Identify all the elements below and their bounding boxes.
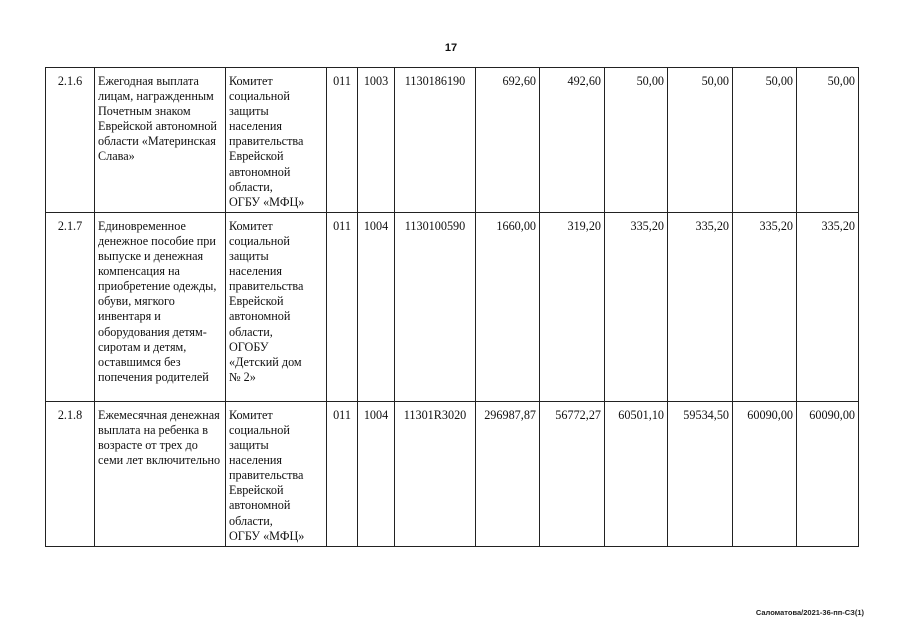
- budget-table: [45, 67, 859, 547]
- year-5-amount-cell: 60090,00: [797, 401, 859, 546]
- executor-cell: Комитет социальной защиты населения правительства Еврейской автономной области, ОГБУ «МФЦ»: [226, 68, 327, 213]
- row-number-cell: 2.1.6: [46, 68, 95, 213]
- year-2-amount-cell: 335,20: [605, 212, 668, 401]
- row-number-cell: 2.1.7: [46, 212, 95, 401]
- grbs-code-cell: 011: [327, 68, 358, 213]
- grbs-code-cell: 011: [327, 212, 358, 401]
- total-amount-cell: 692,60: [476, 68, 540, 213]
- year-3-amount-cell: 50,00: [668, 68, 733, 213]
- section-code-cell: 1003: [358, 68, 395, 213]
- year-3-amount-cell: 59534,50: [668, 401, 733, 546]
- total-amount-cell: 296987,87: [476, 401, 540, 546]
- measure-name-cell: Ежемесячная денежная выплата на ребенка в возрасте от трех до семи лет включительно: [95, 401, 226, 546]
- year-4-amount-cell: 60090,00: [733, 401, 797, 546]
- year-5-amount-cell: 50,00: [797, 68, 859, 213]
- section-code-cell: 1004: [358, 401, 395, 546]
- year-1-amount-cell: 319,20: [540, 212, 605, 401]
- row-number-cell: 2.1.8: [46, 401, 95, 546]
- target-article-code-cell: 1130100590: [395, 212, 476, 401]
- total-amount-cell: 1660,00: [476, 212, 540, 401]
- year-2-amount-cell: 60501,10: [605, 401, 668, 546]
- measure-name-cell: Единовременное денежное пособие при выпуске и денежная компенсация на приобретение одежды, обуви, мягкого инвентаря и оборудования детям-сиротам и детям, оставшимся без попечения родителей: [95, 212, 226, 401]
- table-row: [46, 68, 859, 213]
- year-1-amount-cell: 56772,27: [540, 401, 605, 546]
- table-row: [46, 212, 859, 401]
- executor-cell: Комитет социальной защиты населения правительства Еврейской автономной области, ОГОБУ «Детский дом № 2»: [226, 212, 327, 401]
- year-3-amount-cell: 335,20: [668, 212, 733, 401]
- target-article-code-cell: 1130186190: [395, 68, 476, 213]
- section-code-cell: 1004: [358, 212, 395, 401]
- year-1-amount-cell: 492,60: [540, 68, 605, 213]
- grbs-code-cell: 011: [327, 401, 358, 546]
- page-number: 17: [444, 42, 458, 54]
- table-body: [46, 68, 859, 547]
- target-article-code-cell: 11301R3020: [395, 401, 476, 546]
- executor-cell: Комитет социальной защиты населения правительства Еврейской автономной области, ОГБУ «МФЦ»: [226, 401, 327, 546]
- year-4-amount-cell: 335,20: [733, 212, 797, 401]
- document-footer: Саломатова/2021-36-пп-СЗ(1): [755, 608, 864, 617]
- table-row: [46, 401, 859, 546]
- measure-name-cell: Ежегодная выплата лицам, награжденным Почетным знаком Еврейской автономной области «Материнская Слава»: [95, 68, 226, 213]
- year-5-amount-cell: 335,20: [797, 212, 859, 401]
- year-2-amount-cell: 50,00: [605, 68, 668, 213]
- year-4-amount-cell: 50,00: [733, 68, 797, 213]
